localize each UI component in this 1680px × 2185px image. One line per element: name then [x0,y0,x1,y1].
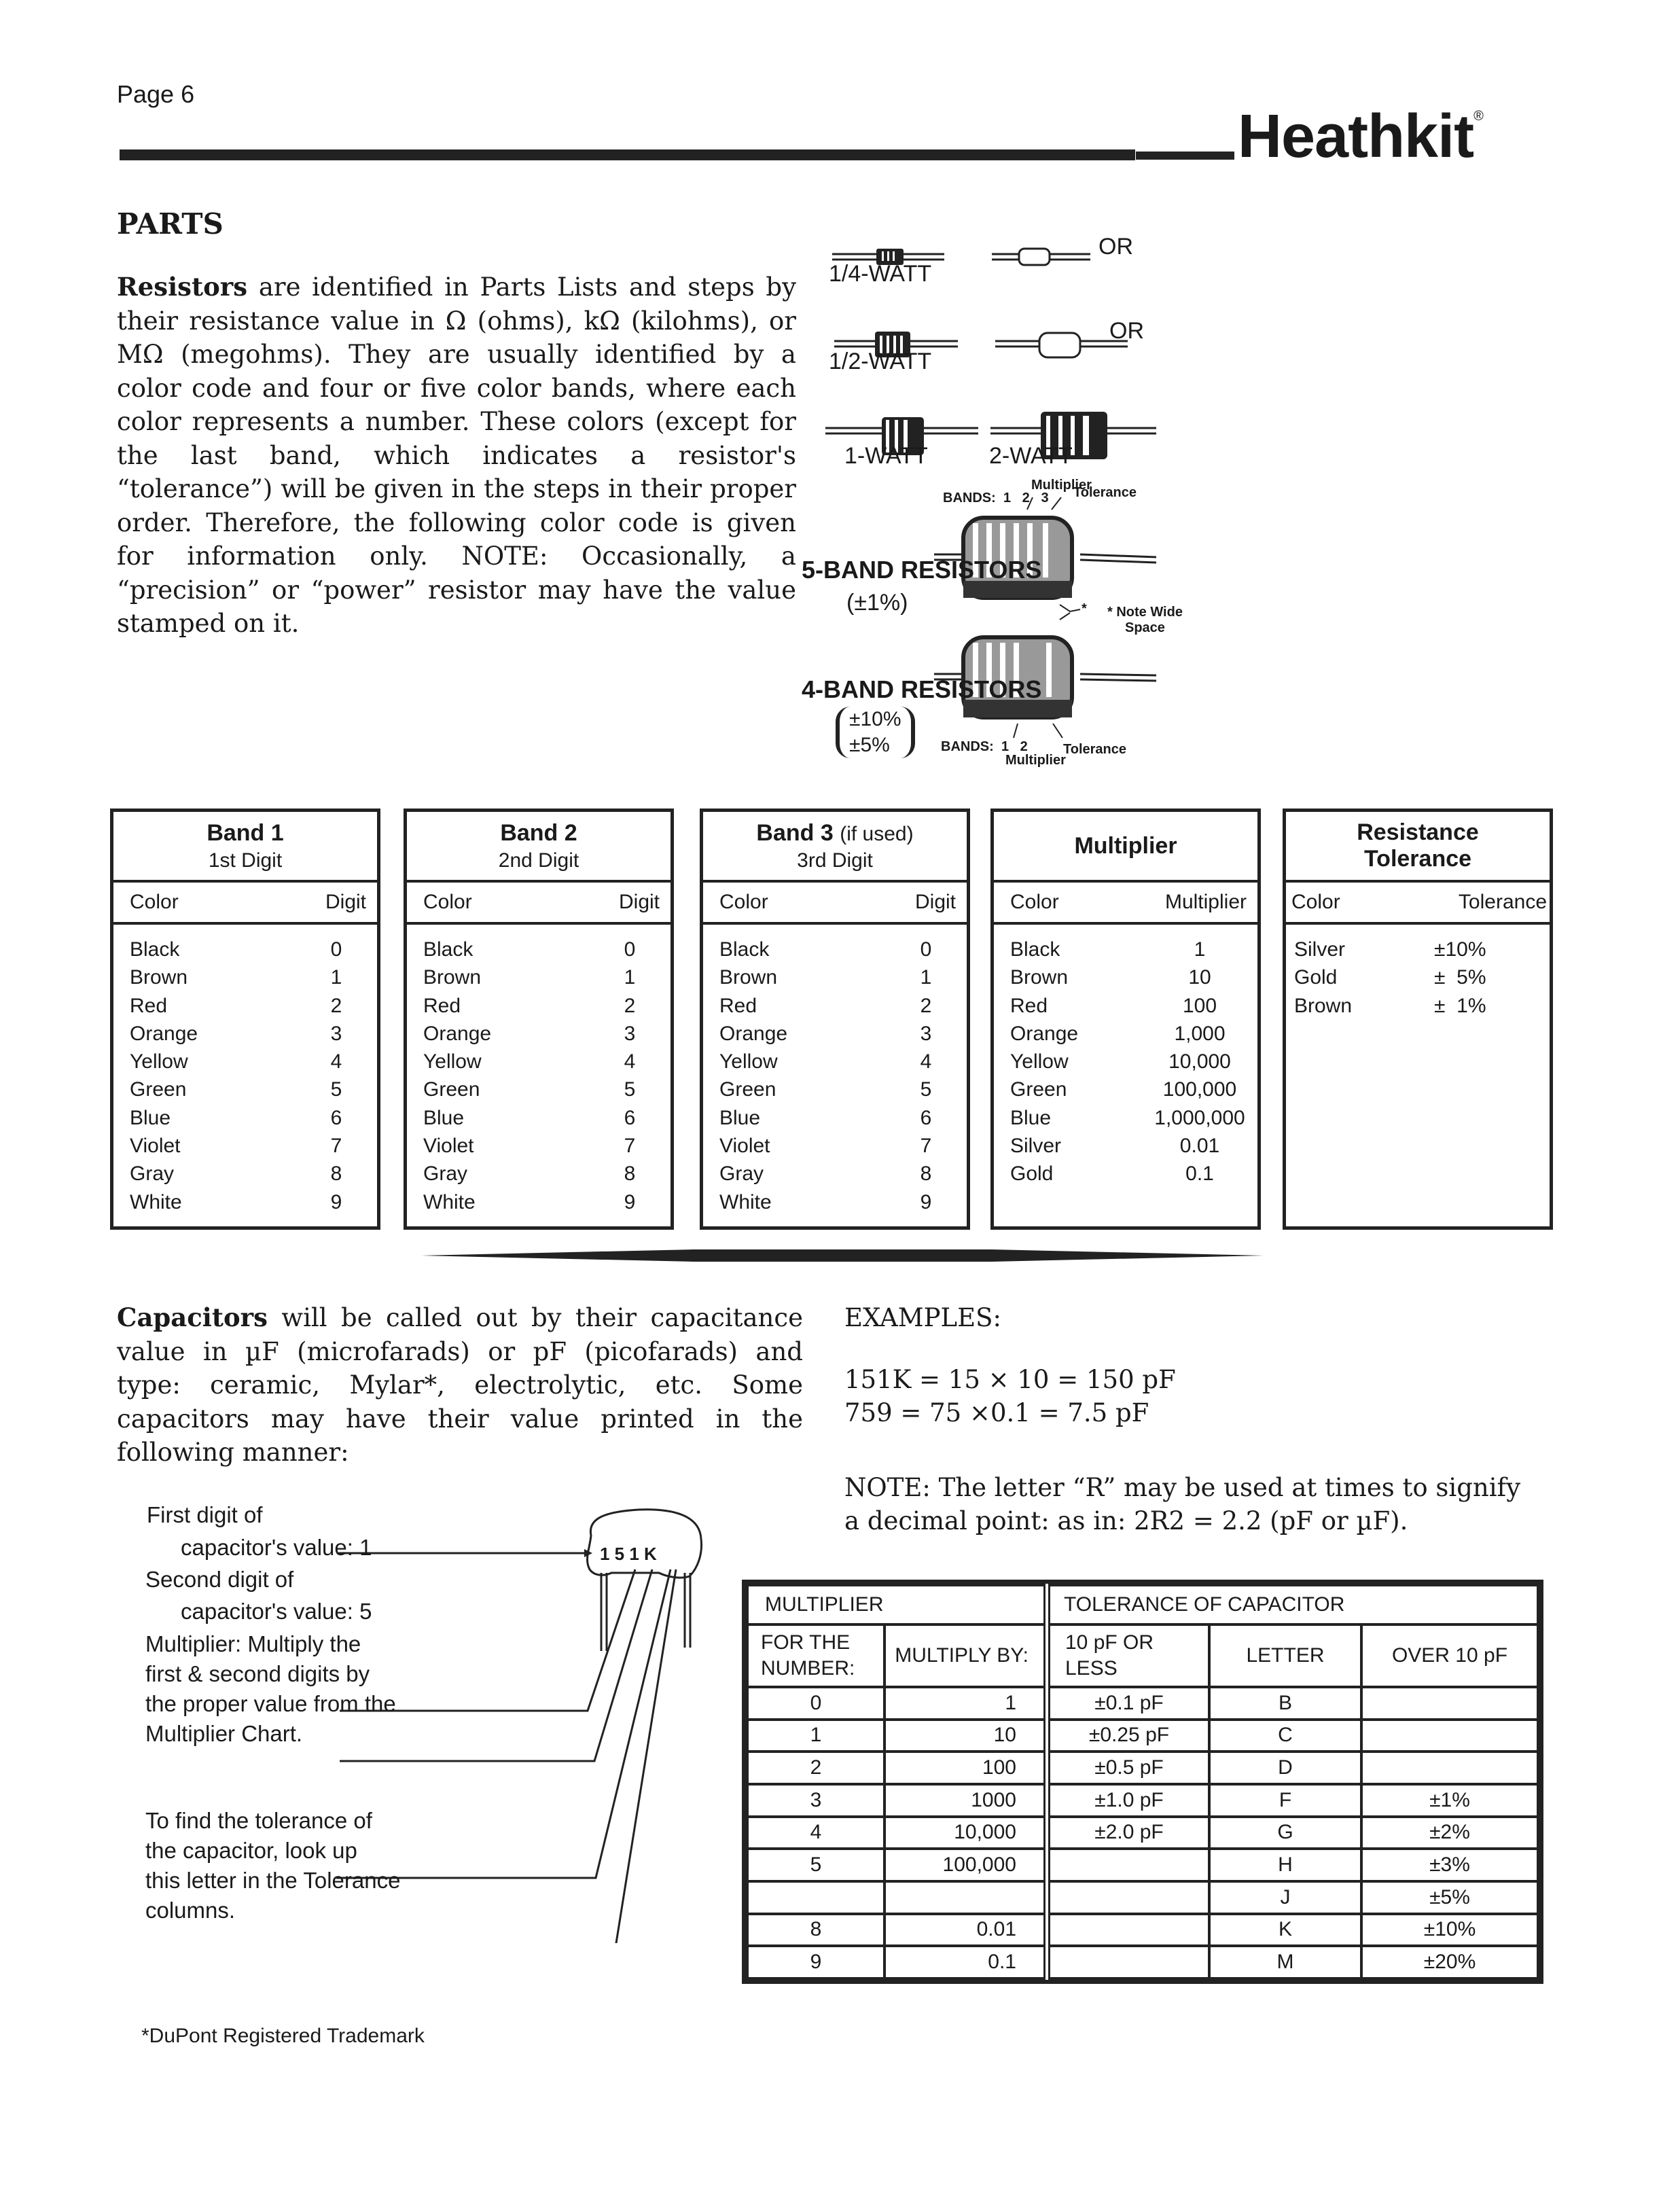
resistors-lead: Resistors [117,272,248,302]
multiply-cell: 10,000 [884,1817,1047,1849]
table-row [747,1687,1538,1720]
col-color: Color [130,891,179,913]
multiplier-value: 0.01 [1179,1135,1220,1158]
note-wide-line1: * Note Wide [1107,605,1183,620]
table-row [423,1076,671,1103]
table-row [1010,1020,1257,1048]
letter-cell: J [1209,1881,1361,1914]
color-name: Green [719,1078,776,1101]
color-name: Brown [130,966,188,989]
digit-value: 0 [330,938,342,961]
color-name: Yellow [423,1050,482,1073]
explainer-line: To find the tolerance of [145,1808,372,1833]
digit-value: 1 [920,966,932,989]
digit-value: 5 [330,1078,342,1101]
table-row [130,1160,377,1188]
table-row [1294,963,1550,991]
table-row [130,1132,377,1160]
color-name: Red [1010,994,1048,1017]
table-row [747,1752,1538,1784]
multiplier-value: 0.1 [1185,1162,1214,1186]
digit-value: 6 [330,1106,342,1129]
color-name: Green [1010,1078,1067,1101]
example-line: 759 = 75 ×0.1 = 7.5 pF [844,1398,1149,1427]
four-band-label: 4-BAND RESISTORS [802,675,1042,703]
multiplier-value: 100,000 [1162,1078,1237,1101]
digit-value: 1 [624,966,636,989]
capacitor-marking: 1 5 1 K [600,1544,657,1564]
digit-value: 0 [920,938,932,961]
table-row [1010,1104,1257,1132]
table-row [747,1946,1538,1978]
five-band-label: 5-BAND RESISTORS [802,556,1042,584]
asterisk-mark: * [1082,601,1087,616]
col-multiply: MULTIPLY BY: [884,1624,1047,1687]
decimal-note: NOTE: The letter “R” may be used at times to signify a decimal point: as in: 2R2 = 2.2 (pF or µF). [844,1473,1521,1535]
column-header-row [747,1624,1538,1687]
table-header [1286,812,1550,883]
table-row [423,1020,671,1048]
letter-cell: D [1209,1752,1361,1784]
color-name: Black [130,938,180,961]
tolerance-value: ± 5% [1434,966,1486,989]
color-name: Blue [130,1106,171,1129]
table-row [1010,992,1257,1020]
multiplier-value: 10 [1188,966,1211,989]
letter-cell: K [1209,1914,1361,1947]
table-row [1294,936,1550,963]
table-row [747,1914,1538,1947]
small-tol-cell: ±2.0 pF [1047,1817,1209,1849]
letter-cell: C [1209,1720,1361,1752]
digit-value: 4 [624,1050,636,1073]
over-tol-cell [1361,1752,1538,1784]
col-color: Color [1291,891,1340,913]
table-subtitle: 2nd Digit [498,849,579,872]
table-header [407,812,671,883]
digit-value: 0 [624,938,636,961]
table-header [113,812,377,883]
table-row [747,1784,1538,1817]
digit-value: 2 [330,994,342,1017]
table-row [130,936,377,963]
letter-cell: B [1209,1687,1361,1720]
over-tol-cell: ±10% [1361,1914,1538,1947]
color-name: Violet [423,1135,474,1158]
digit-value: 4 [330,1050,342,1073]
capacitors-paragraph [117,1301,803,1470]
first-digit-label-line1: First digit of [147,1502,263,1527]
color-name: Green [423,1078,480,1101]
number-cell: 2 [747,1752,884,1784]
color-name: Yellow [1010,1050,1069,1073]
color-name: Black [719,938,770,961]
section-divider [421,1247,1264,1264]
color-name: Black [1010,938,1060,961]
table-header [994,812,1257,883]
color-name: Gray [130,1162,175,1186]
digit-value: 3 [624,1022,636,1045]
color-name: Gold [1010,1162,1054,1186]
over-tol-cell [1361,1687,1538,1720]
multiplier-table [990,809,1261,1230]
color-name: Blue [423,1106,465,1129]
explainer-line: the capacitor, look up [145,1838,357,1863]
col-tolerance: Tolerance [1458,891,1547,913]
explainer-line: this letter in the Tolerance [145,1868,401,1893]
table-row [719,1020,967,1048]
table-title-line1: Resistance [1357,819,1479,845]
digit-value: 7 [624,1135,636,1158]
header-rule [120,149,1135,160]
table-row [1010,936,1257,963]
small-tol-cell: ±0.5 pF [1047,1752,1209,1784]
col-digit: Digit [618,891,660,913]
explainer-line: Multiplier: Multiply the [145,1631,361,1656]
table-row [130,1104,377,1132]
table-rows [407,925,671,1216]
header-rule-short [1136,152,1234,160]
col-multiplier: Multiplier [1164,891,1247,913]
footnote: *DuPont Registered Trademark [141,2025,425,2047]
column-headers [113,883,377,925]
five-band-tolerance: (±1%) [846,590,908,616]
table-row [1010,1132,1257,1160]
color-name: White [423,1190,476,1213]
digit-value: 7 [330,1135,342,1158]
color-name: Orange [130,1022,198,1045]
small-tol-cell [1047,1914,1209,1947]
color-name: Silver [1010,1135,1062,1158]
color-name: Orange [423,1022,492,1045]
tolerance-value: ±10% [1434,938,1486,961]
color-name: Brown [1294,994,1353,1017]
table-row [130,992,377,1020]
first-digit-label-line2: capacitor's value: 1 [181,1535,372,1560]
table-row [719,1132,967,1160]
table-title-line2: Tolerance [1363,846,1472,872]
tolerance-explainer [145,1806,400,1925]
digit-value: 2 [920,994,932,1017]
section-title: PARTS [117,207,224,241]
letter-cell: F [1209,1784,1361,1817]
digit-value: 8 [920,1162,932,1186]
col-small: 10 pF OR LESS [1047,1624,1209,1687]
color-name: White [130,1190,182,1213]
color-name: Violet [130,1135,181,1158]
multiply-cell: 1000 [884,1784,1047,1817]
digit-value: 4 [920,1050,932,1073]
letter-cell: M [1209,1946,1361,1978]
column-headers [994,883,1257,925]
color-name: Brown [719,966,778,989]
brand-logo [1238,102,1483,172]
small-tol-cell: ±0.1 pF [1047,1687,1209,1720]
small-tol-cell: ±1.0 pF [1047,1784,1209,1817]
or-label-2: OR [1109,318,1144,344]
table-rows [113,925,377,1216]
col-digit: Digit [325,891,366,913]
second-digit-label-line1: Second digit of [145,1567,294,1592]
half-watt-label: 1/2-WATT [829,349,932,374]
capacitors-lead: Capacitors [117,1302,268,1332]
examples-block [844,1301,1176,1429]
table-row [1010,1076,1257,1103]
digit-value: 3 [920,1022,932,1045]
multiply-cell: 1 [884,1687,1047,1720]
capacitor-code-table [742,1580,1543,1984]
digit-value: 8 [330,1162,342,1186]
col-color: Color [423,891,472,913]
digit-value: 3 [330,1022,342,1045]
multiply-cell [884,1881,1047,1914]
registered-mark: ® [1473,109,1483,124]
digit-value: 5 [624,1078,636,1101]
table-row [423,1104,671,1132]
col-digit: Digit [914,891,956,913]
table-row [423,1160,671,1188]
table-row [1010,1160,1257,1188]
color-name: White [719,1190,772,1213]
number-cell: 0 [747,1687,884,1720]
multiplier-value: 100 [1182,994,1217,1017]
color-name: Brown [1010,966,1069,989]
or-label-1: OR [1098,234,1133,260]
multiplier-label-bottom: Multiplier [1005,753,1066,768]
multiplier-value: 1,000 [1174,1022,1226,1045]
color-name: Green [130,1078,187,1101]
table-row [719,963,967,991]
number-cell: 4 [747,1817,884,1849]
table-row [719,1048,967,1076]
table-row [719,1104,967,1132]
resistors-paragraph [117,270,796,641]
color-name: Orange [1010,1022,1079,1045]
table-row [130,1048,377,1076]
digit-value: 6 [624,1106,636,1129]
table-row [423,1132,671,1160]
small-tol-cell: ±0.25 pF [1047,1720,1209,1752]
note-wide-space [1107,605,1183,636]
col-color: Color [719,891,768,913]
col-color: Color [1010,891,1059,913]
table-row [719,1076,967,1103]
explainer-line: first & second digits by [145,1661,370,1686]
four-band-tolerance [836,707,915,758]
four-band-tol-5: ±5% [849,734,890,756]
table-row [747,1720,1538,1752]
resistors-text: are identified in Parts Lists and steps by their resistance value in Ω (ohms), kΩ (kilohms), or MΩ (megohms). They are usually identified by a color code and four or five color bands, where each color represents a number. These colors (except for the last band, which indicates a resistor's “tolerance”) will be given in the steps in their proper order. Therefore, the following color code is given for information only. NOTE: Occasionally, a “precision” or “power” resistor may have the value stamped on it. [117,272,796,638]
digit-value: 2 [624,994,636,1017]
table-rows [1286,925,1550,1020]
color-name: Brown [423,966,482,989]
color-name: Black [423,938,473,961]
number-cell: 1 [747,1720,884,1752]
digit-value: 5 [920,1078,932,1101]
bands-label-5: BANDS: 1 2 3 [943,491,1049,505]
color-name: Blue [719,1106,761,1129]
table-row [130,1188,377,1216]
color-name: Red [719,994,757,1017]
col-number: FOR THE NUMBER: [747,1624,884,1687]
number-cell: 9 [747,1946,884,1978]
multiplier-value: 1 [1194,938,1206,961]
band3-title: Band 3 [756,819,834,846]
explainer-line: the proper value from the [145,1691,396,1716]
number-cell: 5 [747,1849,884,1881]
multiply-cell: 10 [884,1720,1047,1752]
color-name: Blue [1010,1106,1052,1129]
table-row [1010,963,1257,991]
color-name: Yellow [719,1050,778,1073]
group-header-row [747,1585,1538,1624]
table-row [747,1881,1538,1914]
table-rows [703,925,967,1216]
table-row [423,936,671,963]
color-name: Violet [719,1135,770,1158]
table-title [703,820,967,847]
multiply-cell: 100 [884,1752,1047,1784]
table-subtitle: 1st Digit [208,849,283,872]
color-name: Silver [1294,938,1346,961]
small-tol-cell [1047,1849,1209,1881]
tolerance-value: ± 1% [1434,994,1486,1017]
table-row [130,963,377,991]
digit-value: 9 [624,1190,636,1213]
color-name: Orange [719,1022,788,1045]
quarter-watt-label: 1/4-WATT [829,261,932,287]
tolerance-table [1283,809,1553,1230]
over-tol-cell: ±20% [1361,1946,1538,1978]
color-name: Gray [719,1162,764,1186]
digit-value: 7 [920,1135,932,1158]
table-row [719,1160,967,1188]
over-tol-cell: ±5% [1361,1881,1538,1914]
resistor-diagram [802,224,1549,788]
color-name: Gold [1294,966,1338,989]
tolerance-label-bottom: Tolerance [1063,742,1126,757]
col-over: OVER 10 pF [1361,1624,1538,1687]
multiplier-label-top: Multiplier [1031,478,1092,493]
table-row [1010,1048,1257,1076]
color-name: Gray [423,1162,468,1186]
table-rows [994,925,1257,1188]
note-wide-line2: Space [1125,620,1165,635]
over-tol-cell [1361,1720,1538,1752]
letter-cell: G [1209,1817,1361,1849]
page-number: Page 6 [117,80,195,108]
column-headers [703,883,967,925]
multiplier-value: 1,000,000 [1154,1106,1245,1129]
tolerance-label-top: Tolerance [1073,485,1137,500]
digit-value: 6 [920,1106,932,1129]
band3-table [700,809,970,1230]
table-row [719,992,967,1020]
explainer-line: columns. [145,1898,236,1923]
table-subtitle: 3rd Digit [797,849,873,872]
table-row [423,1048,671,1076]
over-tol-cell: ±1% [1361,1784,1538,1817]
multiplier-explainer [145,1629,396,1749]
group-multiplier: MULTIPLIER [747,1585,1047,1624]
band3-title-note: (if used) [840,822,914,845]
number-cell: 8 [747,1914,884,1947]
table-header [703,812,967,883]
capacitors-text: will be called out by their capacitance value in µF (microfarads) or pF (picofarads) and type: ceramic, Mylar*, electrolytic, etc. Some capacitors may have their value printed in the following manner: [117,1303,803,1467]
table-row [719,936,967,963]
over-tol-cell: ±3% [1361,1849,1538,1881]
table-row [423,963,671,991]
band1-table [110,809,380,1230]
table-row [1294,992,1550,1020]
table-title: Multiplier [1074,832,1177,859]
group-tolerance: TOLERANCE OF CAPACITOR [1047,1585,1538,1624]
table-title: Band 2 [500,819,577,846]
examples-title: EXAMPLES: [844,1303,1001,1332]
brand-name: Heathkit [1238,103,1474,171]
letter-cell: H [1209,1849,1361,1881]
number-cell [747,1881,884,1914]
over-tol-cell: ±2% [1361,1817,1538,1849]
digit-value: 9 [920,1190,932,1213]
multiplier-value: 10,000 [1168,1050,1231,1073]
table-row [423,1188,671,1216]
second-digit-label-line2: capacitor's value: 5 [181,1599,372,1624]
number-cell: 3 [747,1784,884,1817]
capacitor-table [746,1584,1539,1980]
digit-value: 1 [330,966,342,989]
example-line: 151K = 15 × 10 = 150 pF [844,1365,1176,1394]
table-row [747,1849,1538,1881]
capacitor-diagram [136,1468,734,1943]
four-band-tol-10: ±10% [849,708,901,730]
color-name: Red [423,994,461,1017]
bands-label-4: BANDS: 1 2 [941,739,1028,754]
table-row [747,1817,1538,1849]
column-headers [407,883,671,925]
digit-value: 8 [624,1162,636,1186]
table-row [130,1020,377,1048]
small-tol-cell [1047,1946,1209,1978]
two-watt-label: 2-WATT [989,443,1073,469]
table-title: Band 1 [207,819,284,846]
table-row [130,1076,377,1103]
multiply-cell: 100,000 [884,1849,1047,1881]
color-name: Yellow [130,1050,188,1073]
small-tol-cell [1047,1881,1209,1914]
multiply-cell: 0.1 [884,1946,1047,1978]
one-watt-label: 1-WATT [844,443,928,469]
digit-value: 9 [330,1190,342,1213]
multiply-cell: 0.01 [884,1914,1047,1947]
col-letter: LETTER [1209,1624,1361,1687]
explainer-line: Multiplier Chart. [145,1721,303,1746]
table-row [719,1188,967,1216]
table-row [423,992,671,1020]
column-headers [1286,883,1550,925]
color-name: Red [130,994,168,1017]
band2-table [404,809,674,1230]
